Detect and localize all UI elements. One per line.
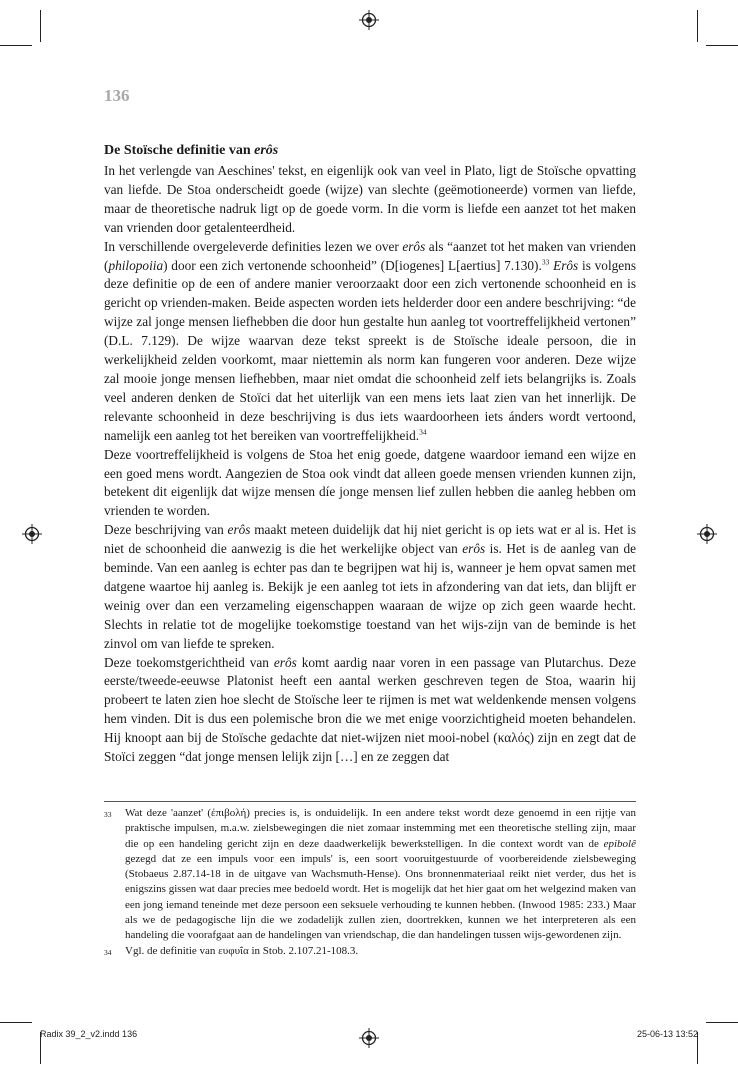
crop-mark [0,1022,32,1023]
crop-mark [706,1022,738,1023]
paragraph: Deze beschrijving van erôs maakt meteen duidelijk dat hij niet gericht is op iets wat er al is. Het is niet de schoonheid die aanwezig is die het werkelijke object van erôs is. Het is de aanleg van de beminde. Van een aanleg is echter pas dan te begrijpen wat hij is, wanneer je hem opvat samen met datgene waartoe hij aanleg is. Bekijk je een aanleg tot iets in afzondering van dat iets, dan blijft er weinig over dan een verzameling eigenschappen waaraan de wijze op zich geen waarde hecht. Slechts in relatie tot de mogelijke toekomstige toestand van het wijs-zijn van de beminde is het zinvol om van liefde te spreken. [104,522,636,651]
footnote-number: 33 [104,810,112,819]
registration-mark-icon [697,524,717,544]
registration-mark-icon [22,524,42,544]
page-number: 136 [104,86,130,105]
crop-mark [706,45,738,46]
section-heading: De Stoïsche definitie van erôs [104,143,279,158]
paragraph: Deze toekomstgerichtheid van erôs komt aardig naar voren in een passage van Plutarchus. Deze eerste/tweede-eeuwse Platonist heeft een aantal werken geschreven tegen de Stoa, waarin hij probeert te laten zien hoe slecht de Stoïsche leer te rijmen is met wat weldenkende mensen volgens hem vinden. Dit is dus een polemische bron die we met enige voorzichtigheid moeten behandelen. Hij knoopt aan bij de Stoïsche gedachte dat niet-wijzen niet mooi-nobel (καλός) zijn en zegt dat de Stoïci zeggen “dat jonge mensen lelijk zijn […] en ze zeggen dat [104,654,636,765]
footnotes [104,806,636,959]
registration-mark-icon [359,10,379,30]
body-text [104,142,636,767]
slug-file-info: Radix 39_2_v2.indd 136 [40,1029,138,1039]
slug-date-time: 25-06-13 13:52 [636,1029,698,1039]
crop-mark [40,10,41,42]
paragraph: In het verlengde van Aeschines' tekst, en eigenlijk ook van veel in Plato, ligt de Stoïsche opvatting van liefde. De Stoa onderscheidt goede (wijze) van slechte (geëmotioneerde) vormen van liefde, maar de theoretische nadruk ligt op de goede vorm. In die vorm is liefde een aanzet tot het maken van vrienden door getalenteerdheid. [104,163,636,235]
footnote: 34 Vgl. de definitie van ευφυΐα in Stob. 2.107.21-108.3. [104,944,636,959]
footnote-number: 34 [104,947,112,957]
crop-mark [0,45,32,46]
footnote-ref[interactable]: 33 [541,257,550,267]
paragraph: In verschillende overgeleverde definities lezen we over erôs als “aanzet tot het maken van vrienden (philopoiia) door een zich vertonende schoonheid” (D[iogenes] L[aertius] 7.130).$^{33}$ Erôs is volgens deze definitie op de een of andere manier veroorzaakt door een zich vertonende schoonheid en is gericht op vrienden-maken. Beide aspecten worden iets helderder door een andere beschrijving: “de wijze zal jonge mensen liefhebben die door hun gestalte hun aanleg tot voortreffelijkheid vertonen” (D.L. 7.129). De wijze waarvan deze tekst spreekt is de Stoïsche ideale persoon, die in werkelijkheid zelden voorkomt, maar niettemin als norm kan fungeren voor anderen. Deze wijze zal mooie jonge mensen liefhebben, maar niet omdat die schoonheid zelf iets belangrijks is. Zoals veel anderen denken de Stoïci dat het uiterlijk van een mens iets laat zien van het innerlijk. De relevante schoonheid in deze beschrijving is dus iets waardoorheen iets ánders wordt vertoond, namelijk een aanleg tot het bereiken van voortreffelijkheid.$^{34}$ [104,238,637,443]
footnote-ref[interactable]: 34 [419,427,427,437]
footnote: 33 Wat deze 'aanzet' (ἐπιβολή) precies is, is onduidelijk. In een andere tekst wordt deze genoemd in een rijtje van praktische impulsen, m.a.w. zielsbewegingen die niet zomaar instemming met een theoretische stelling zijn, maar die op een handeling gericht zijn en deze daadwerkelijk bewerkstelligen. In die context wordt van de epibolê gezegd dat ze een impuls voor een impuls' is, een soort vooruitgestuurde of voorbereidende zielsbeweging (Stobaeus 2.87.14-18 in de uitgave van Wachsmuth-Hense). Ons bronnenmateriaal reikt niet verder, dus het is enigszins gissen wat daar precies mee bedoeld wordt. Het is mogelijk dat het hier gaat om het welgezind maken van een jong iemand teneinde met deze persoon een seksuele verhouding te kunnen hebben. (Inwood 1985: 233.) Maar als we de pedagogische lijn die we zodadelijk zullen zien, doortrekken, kunnen we het interpreteren als een handeling die voorafgaat aan de handelingen van vriendschap, die dan handelingen tussen wijs-gewordenen zijn. [104,807,636,942]
footnote-divider [104,801,636,802]
crop-mark [697,10,698,42]
paragraph: Deze voortreffelijkheid is volgens de Stoa het enig goede, datgene waardoor iemand een wijze en een goed mens wordt. Aangezien de Stoa ook vindt dat alleen goede mensen vrienden kunnen zijn, betekent dit eigenlijk dat wijze mensen díe jonge mensen lief zullen hebben die aanleg hebben om vrienden te worden. [104,446,636,519]
registration-mark-icon [359,1028,379,1048]
